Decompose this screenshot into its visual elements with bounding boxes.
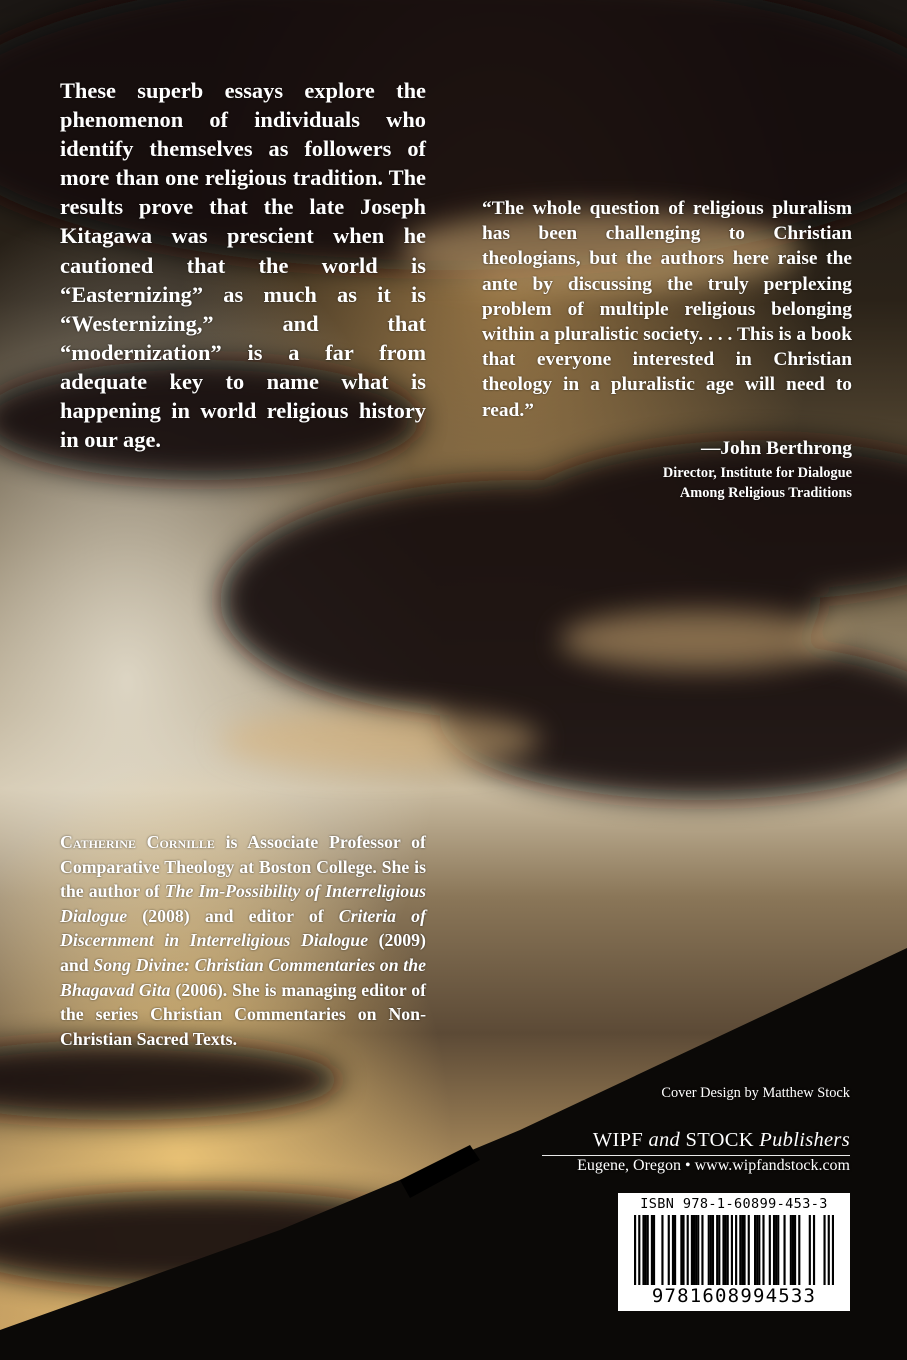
endorsement-quote: “The whole question of religious pluralism has been challenging to Christian theologians, but the authors here raise the ante by discussing the truly perplexing problem of multiple religious belonging within a pluralistic society. . . . This is a book that everyone interested in Christian theology in a pluralistic age will need to read.” (482, 198, 852, 421)
barcode-bar (775, 1215, 777, 1285)
barcode-bar (712, 1215, 714, 1285)
barcode-bar (809, 1215, 811, 1285)
barcode-bar (813, 1215, 815, 1285)
publisher-name: WIPF and STOCK Publishers (592, 1129, 850, 1151)
barcode-bar (754, 1215, 756, 1285)
barcode-bar (725, 1215, 727, 1285)
barcode-bar (693, 1215, 695, 1285)
barcode-bar (695, 1215, 697, 1285)
barcode-bar (735, 1215, 737, 1285)
cover-design-credit: Cover Design by Matthew Stock (661, 1085, 850, 1101)
book-title: Criteria of Discernment in Interreligious Dialogue (60, 905, 426, 951)
barcode-bar (691, 1215, 693, 1285)
barcode-bar (653, 1215, 655, 1285)
barcode-bar (697, 1215, 699, 1285)
barcode-bar (638, 1215, 640, 1285)
barcode-bar (823, 1215, 825, 1285)
barcode-bar (672, 1215, 674, 1285)
barcode-bar (758, 1215, 760, 1285)
barcode-bar (756, 1215, 758, 1285)
barcode-bars (634, 1215, 834, 1287)
barcode-bar (647, 1215, 649, 1285)
barcode-bar (798, 1215, 800, 1285)
isbn-label: ISBN 978-1-60899-453-3 (640, 1196, 828, 1212)
book-description: These superb essays explore the phenomenon of individuals who identify themselves as followers of more than one religious tradition. The results prove that the late Joseph Kitagawa was prescient when he cautioned that the world is “Easternizing” as much as it is “Westernizing,” and that “modernization” is a far from adequate key to name what is happening in world religious history in our age. (60, 78, 426, 453)
barcode-bar (769, 1215, 771, 1285)
barcode-bar (661, 1215, 663, 1285)
book-title: Song Divine: Christian Commentaries on the Bhagavad Gita (60, 954, 426, 1000)
barcode-bar (741, 1215, 743, 1285)
barcode-bar (722, 1215, 724, 1285)
barcode-bar (777, 1215, 779, 1285)
endorser-name: —John Berthrong (700, 438, 852, 459)
barcode-bar (680, 1215, 682, 1285)
barcode-bar (792, 1215, 794, 1285)
book-title: The Im-Possibility of Interreligious Dialogue (60, 881, 427, 926)
barcode-bar (743, 1215, 745, 1285)
barcode-bar (828, 1215, 830, 1285)
barcode-bar (773, 1215, 775, 1285)
author-name: Catherine Cornille (60, 832, 215, 852)
barcode-bar (710, 1215, 712, 1285)
barcode-bar (687, 1215, 689, 1285)
ean-digits: 9781608994533 (651, 1285, 817, 1307)
barcode-bar (682, 1215, 684, 1285)
barcode-bar (832, 1215, 834, 1285)
barcode-bar (674, 1215, 676, 1285)
barcode-bar (716, 1215, 718, 1285)
publisher-location: Eugene, Oregon • www.wipfandstock.com (577, 1157, 850, 1174)
barcode-bar (701, 1215, 703, 1285)
barcode-bar (748, 1215, 750, 1285)
barcode-bar (790, 1215, 792, 1285)
endorser-title: Director, Institute for Dialogue Among Religious Traditions (662, 465, 852, 501)
barcode-bar (762, 1215, 764, 1285)
barcode-bar (783, 1215, 785, 1285)
barcode-bar (645, 1215, 647, 1285)
barcode-bar (739, 1215, 741, 1285)
barcode-bar (794, 1215, 796, 1285)
barcode-bar (727, 1215, 729, 1285)
barcode-bar (642, 1215, 644, 1285)
barcode-bar (731, 1215, 733, 1285)
barcode-bar (651, 1215, 653, 1285)
barcode-bar (668, 1215, 670, 1285)
barcode-bar (634, 1215, 636, 1285)
isbn-barcode (618, 1193, 850, 1311)
author-bio: Catherine Cornille is Associate Professor of Comparative Theology at Boston College. She is the author of The Im-Possibility of Interreligious Dialogue (2008) and editor of Criteria of Discernment in Interreligious Dialogue (2009) and Song Divine: Christian Commentaries on the Bhagavad Gita (2006). She is managing editor of the series Christian Commentaries on Non-Christian Sacred Texts. (60, 832, 427, 1049)
barcode-bar (708, 1215, 710, 1285)
barcode-bar (718, 1215, 720, 1285)
